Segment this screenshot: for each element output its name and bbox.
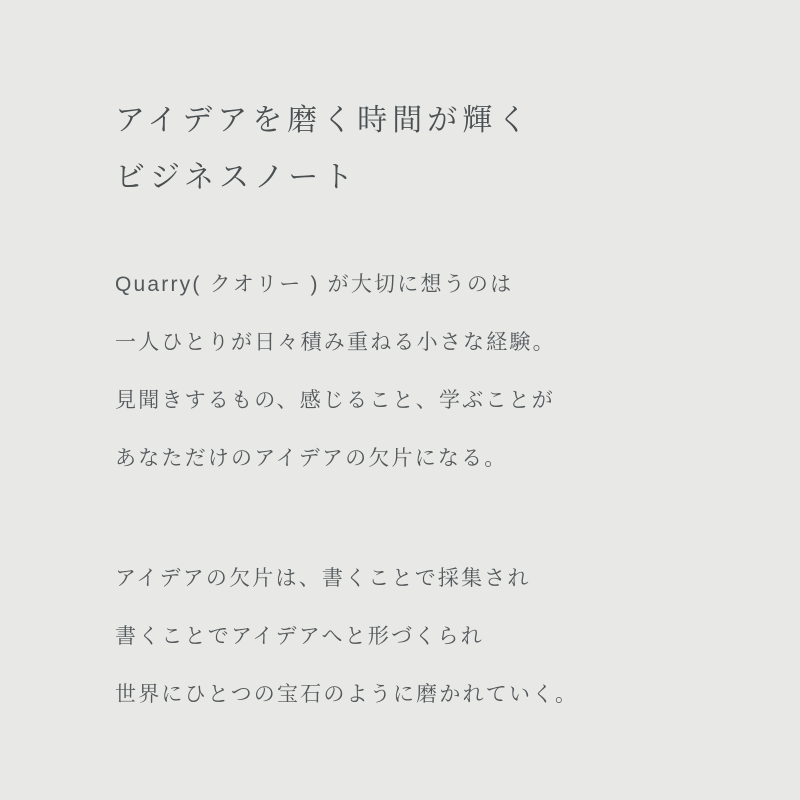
page-title-line-2: ビジネスノート: [115, 161, 359, 194]
paragraph-2: [115, 550, 735, 724]
paragraph-2-line-1: アイデアの欠片は、書くことで採集され: [115, 567, 531, 590]
page-title: [115, 92, 735, 206]
text-content-block: [115, 92, 735, 724]
page-title-line-1: アイデアを磨く時間が輝く: [115, 104, 533, 137]
paragraph-2-line-3: 世界にひとつの宝石のように磨かれていく。: [115, 683, 579, 706]
paragraph-1-line-3: 見聞きするもの、感じること、学ぶことが: [115, 389, 555, 412]
paragraph-1-line-1: Quarry( クオリー ) が大切に想うのは: [115, 273, 514, 296]
paragraph-1: [115, 256, 735, 488]
paragraph-2-line-2: 書くことでアイデアへと形づくられ: [115, 625, 484, 648]
paragraph-1-line-2: 一人ひとりが日々積み重ねる小さな経験。: [115, 331, 556, 354]
paragraph-1-line-4: あなただけのアイデアの欠片になる。: [115, 447, 508, 470]
